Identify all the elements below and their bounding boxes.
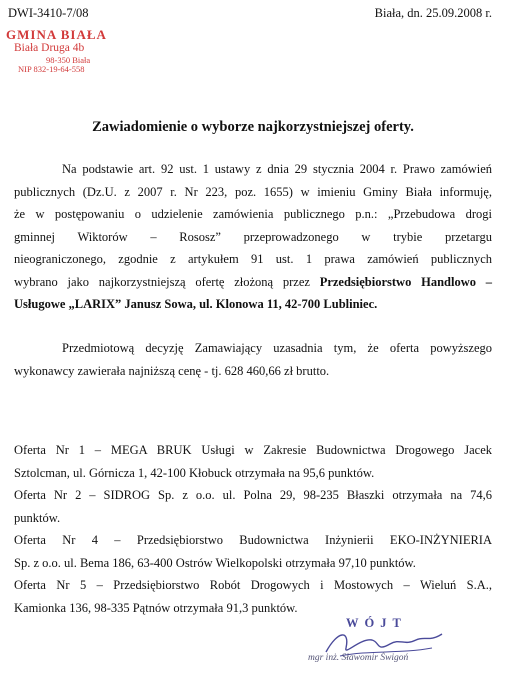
offer-line: Oferta Nr 2 – SIDROG Sp. z o.o. ul. Polna 29, 98-235 Błaszki otrzymała na 74,6	[14, 488, 492, 502]
paragraph-justification	[14, 337, 492, 382]
stamp-line-name: GMINA BIAŁA	[6, 27, 107, 42]
signature-title: WÓJT	[346, 616, 407, 630]
text-line: że w postępowaniu o udzielenie zamówienia publicznego p.n.: „Przebudowa drogi	[14, 207, 492, 221]
text-line: nieograniczonego, zgodnie z artykułem 91 ust. 1 prawa zamówień publicznych	[14, 252, 492, 266]
institution-stamp	[6, 28, 107, 74]
offer-line: Oferta Nr 1 – MEGA BRUK Usługi w Zakresie Budownictwa Drogowego Jacek	[14, 443, 492, 457]
text-line: publicznych (Dz.U. z 2007 r. Nr 223, poz. 1655) w imieniu Gminy Biała informuję,	[14, 184, 492, 199]
offers-list	[14, 439, 492, 619]
text-line: Na podstawie art. 92 ust. 1 ustawy z dnia 29 stycznia 2004 r. Prawo zamówień	[62, 162, 492, 176]
offer-line: Oferta Nr 5 – Przedsiębiorstwo Robót Drogowych i Mostowych – Wieluń S.A.,	[14, 578, 492, 592]
document-title: Zawiadomienie o wyborze najkorzystniejszej oferty.	[92, 119, 414, 135]
offer-line: punktów.	[14, 510, 61, 525]
offer-line: Sp. z o.o. ul. Bema 186, 63-400 Ostrów Wielkopolski otrzymała 97,10 punktów.	[14, 555, 416, 570]
stamp-line-nip: NIP 832-19-64-558	[18, 64, 85, 74]
place-date: Biała, dn. 25.09.2008 r.	[374, 6, 492, 20]
offer-line: Sztolcman, ul. Górnicza 1, 42-100 Kłobuck otrzymała na 95,6 punktów.	[14, 465, 375, 480]
text-line	[14, 293, 492, 316]
text-line: Przedmiotową decyzję Zamawiający uzasadnia tym, że oferta powyższego	[62, 341, 492, 355]
stamp-line-postal: 98-350 Biała	[46, 54, 91, 65]
paragraph-decision	[14, 158, 492, 316]
stamp-line-address: Biała Druga 4b	[14, 42, 85, 54]
offer-line: Kamionka 136, 98-335 Pątnów otrzymała 91,3 punktów.	[14, 600, 298, 615]
text-line: wykonawcy zawierała najniższą cenę - tj. 628 460,66 zł brutto.	[14, 363, 330, 378]
winner-name-part1: Przedsiębiorstwo Handlowo –	[319, 274, 492, 289]
winner-name-part2: Usługowe „LARIX” Janusz Sowa, ul. Klonowa 11, 42-700 Lubliniec.	[14, 297, 378, 311]
text-line	[14, 271, 492, 294]
signatory-name: mgr inż. Sławomir Świgoń	[308, 653, 409, 663]
text-segment: wybrano jako najkorzystniejszą ofertę złożoną przez	[14, 274, 320, 289]
text-line: gminnej Wiktorów – Rososz” przeprowadzonego w trybie przetargu	[14, 229, 492, 244]
document-reference: DWI-3410-7/08	[8, 6, 89, 20]
offer-line: Oferta Nr 4 – Przedsiębiorstwo Budownictwa Inżynierii EKO-INŻYNIERIA	[14, 533, 492, 547]
